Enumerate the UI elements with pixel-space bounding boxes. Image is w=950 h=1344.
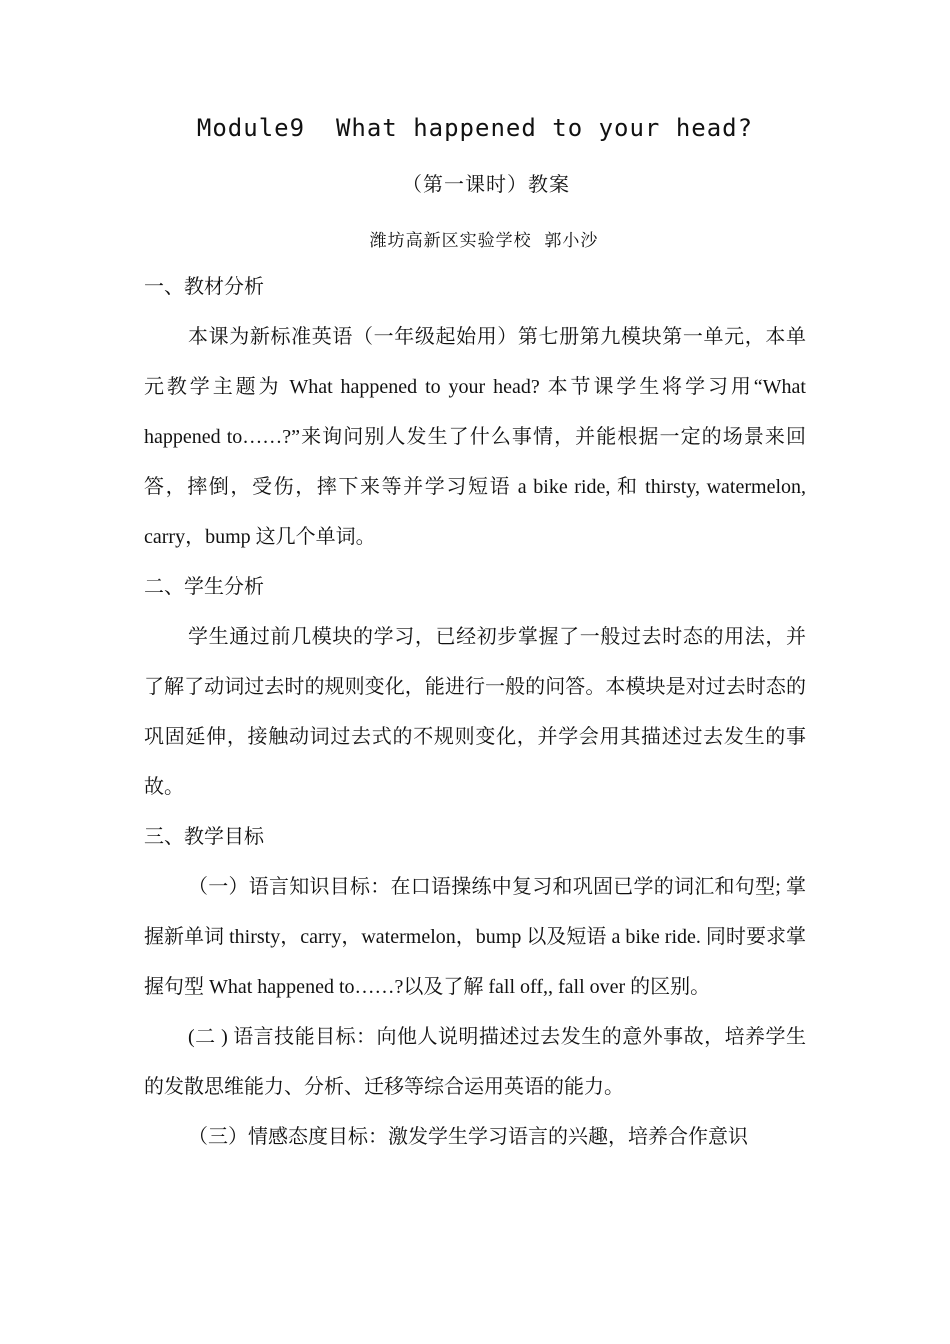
section-heading-materials: 一、教材分析 [144, 276, 264, 298]
document-body [144, 262, 806, 1162]
objective-knowledge-paragraph: （一）语言知识目标：在口语操练中复习和巩固已学的词汇和句型; 掌握新单词 thirsty，carry，watermelon，bump 以及短语 a bike ride. 同时要求掌握句型 What happened to……?以及了解 fall off,, fall over 的区别。 [144, 876, 806, 998]
section-heading-objectives: 三、教学目标 [144, 826, 264, 848]
document-title: Module9 What happened to your head? [196, 114, 754, 142]
objective-attitude-paragraph: （三）情感态度目标：激发学生学习语言的兴趣，培养合作意识 [188, 1126, 748, 1148]
author-line: 潍坊高新区实验学校 郭小沙 [369, 231, 599, 251]
materials-paragraph: 本课为新标准英语（一年级起始用）第七册第九模块第一单元，本单元教学主题为 What happened to your head? 本节课学生将学习用“What happened to……?”来询问别人发生了什么事情，并能根据一定的场景来回答，摔倒，受伤，摔下来等并学习短语 a bike ride, 和 thirsty, watermelon, carry，bump 这几个单词。 [144, 326, 806, 548]
document-subtitle: （第一课时）教案 [402, 172, 570, 196]
students-paragraph: 学生通过前几模块的学习，已经初步掌握了一般过去时态的用法，并了解了动词过去时的规则变化，能进行一般的问答。本模块是对过去时态的巩固延伸，接触动词过去式的不规则变化，并学会用其描述过去发生的事故。 [144, 626, 806, 798]
section-heading-students: 二、学生分析 [144, 576, 264, 598]
objective-skill-paragraph: (二 ) 语言技能目标：向他人说明描述过去发生的意外事故，培养学生的发散思维能力、分析、迁移等综合运用英语的能力。 [144, 1026, 806, 1098]
